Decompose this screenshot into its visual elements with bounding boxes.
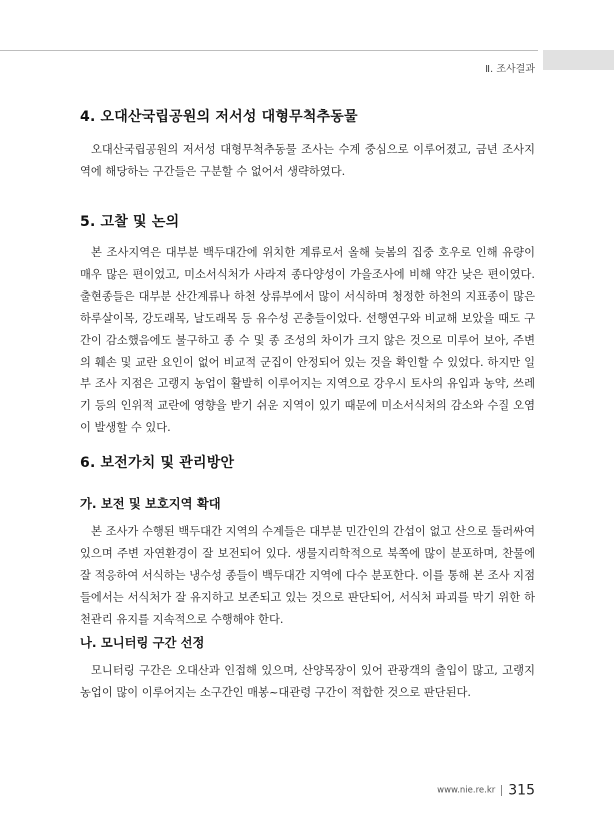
header-tab [543,50,614,70]
section-5 [80,211,535,439]
running-header: Ⅱ. 조사결과 [485,64,535,75]
header-rule [0,50,538,51]
section-6b-body: 모니터링 구간은 오대산과 인접해 있으며, 산양목장이 있어 관광객의 출입이 많고, 고랭지 농업이 많이 이루어지는 소구간인 매봉~대관령 구간이 적합한 것으로 판단된다. [80,664,535,699]
footer-divider [501,785,502,796]
section-6b [80,633,535,704]
section-6b-title: 나. 모니터링 구간 선정 [80,636,205,650]
section-6a-body: 본 조사가 수행된 백두대간 지역의 수계들은 대부분 민간인의 간섭이 없고 산으로 둘러싸여 있으며 주변 자연환경이 잘 보전되어 있다. 생물지리학적으로 북쪽에 많이 분포하며, 찬물에 잘 적응하여 서식하는 냉수성 종들이 백두대간 지역에 다수 분포한다. 이를 통해 본 조사 지점들에서는 서식처가 잘 유지하고 보존되고 있는 것으로 판단되어, 서식처 파괴를 막기 위한 하천관리 유지를 지속적으로 수행해야 한다. [80,525,535,626]
section-4 [80,106,535,183]
footer-url: www.nie.re.kr [437,785,496,796]
section-5-title: 5. 고찰 및 논의 [80,214,180,230]
section-4-title: 4. 오대산국립공원의 저서성 대형무척추동물 [80,109,358,125]
page-number: 315 [508,782,535,799]
section-4-body: 오대산국립공원의 저서성 대형무척추동물 조사는 수계 중심으로 이루어졌고, 금년 조사지역에 해당하는 구간들은 구분할 수 없어서 생략하였다. [80,143,535,178]
section-6a-title: 가. 보전 및 보호지역 확대 [80,497,221,511]
page-footer [380,780,535,799]
section-6a [80,494,535,631]
section-6-title: 6. 보전가치 및 관리방안 [80,455,235,471]
section-5-body: 본 조사지역은 대부분 백두대간에 위치한 계류로서 올해 늦봄의 집중 호우로 인해 유량이 매우 많은 편이었고, 미소서식처가 사라져 종다양성이 가을조사에 비해 약간 낮은 편이였다. 출현종들은 대부분 산간계류나 하천 상류부에서 많이 서식하며 청정한 하천의 지표종이 많은 하루살이목, 강도래목, 날도래목 등 유수성 곤충들이었다. 선행연구와 비교해 보았을 때도 구간이 감소했음에도 불구하고 종 수 및 종 조성의 차이가 크지 않은 것으로 미루어 보아, 주변의 훼손 및 교란 요인이 없어 비교적 군집이 안정되어 있는 것을 확인할 수 있었다. 하지만 일부 조사 지점은 고랭지 농업이 활발히 이루어지는 지역으로 강우시 토사의 유입과 농약, 쓰레기 등의 인위적 교란에 영향을 받기 쉬운 지역이 있기 때문에 미소서식처의 감소와 수질 오염이 발생할 수 있다. [80,246,535,435]
section-6 [80,452,535,472]
